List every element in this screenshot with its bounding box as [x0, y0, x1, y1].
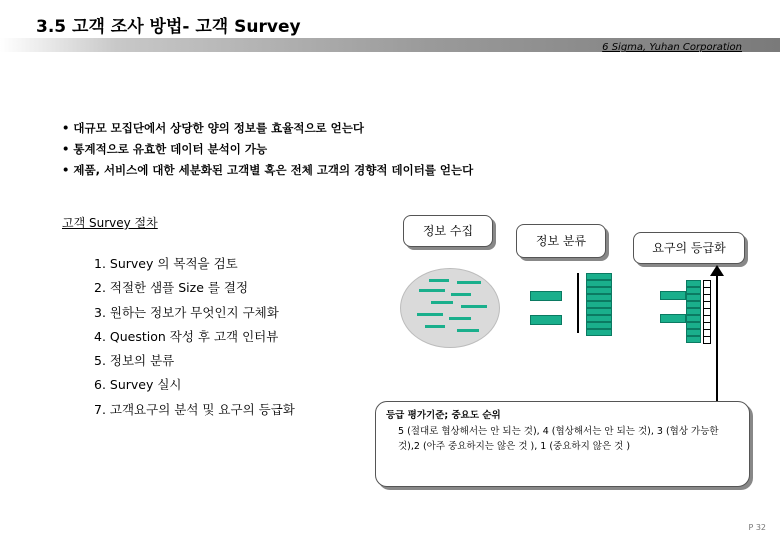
note-heading: 등급 평가기준; 중요도 순위 — [386, 410, 501, 421]
item-box — [586, 301, 612, 308]
prioritize-box: 요구의 등급화 — [633, 232, 745, 264]
company-name: 6 Sigma, Yuhan Corporation — [602, 42, 742, 53]
item-box — [586, 294, 612, 301]
category-box — [530, 291, 562, 301]
bullet-list — [62, 118, 473, 181]
data-dash — [451, 293, 471, 296]
classify-box: 정보 분류 — [516, 224, 606, 258]
category-box — [530, 315, 562, 325]
rating-criteria-note — [375, 401, 750, 487]
item-box — [686, 329, 701, 336]
item-box — [686, 322, 701, 329]
bullet-item: • 제품, 서비스에 대한 세분화된 고객별 혹은 전체 고객의 경향적 데이터를 얻는다 — [62, 163, 474, 177]
rank-square — [703, 336, 711, 344]
procedure-step: 7. 고객요구의 분석 및 요구의 등급화 — [94, 401, 295, 417]
item-box — [686, 287, 701, 294]
procedure-steps — [94, 252, 295, 422]
data-dash — [429, 279, 449, 282]
item-box — [586, 322, 612, 329]
data-dash — [417, 313, 443, 316]
bullet-item: • 통계적으로 유효한 데이터 분석이 가능 — [62, 142, 268, 156]
scattered-data-illustration — [400, 268, 500, 348]
data-dash — [449, 317, 471, 320]
procedure-step: 5. 정보의 분류 — [94, 353, 175, 369]
bullet-item: • 대규모 모집단에서 상당한 양의 정보를 효율적으로 얻는다 — [62, 121, 364, 135]
arrow-shaft — [716, 274, 718, 402]
procedure-label: 고객 Survey 절차 — [62, 216, 158, 230]
procedure-step: 3. 원하는 정보가 무엇인지 구체화 — [94, 304, 279, 320]
item-box — [686, 301, 701, 308]
item-box — [586, 280, 612, 287]
data-dash — [425, 325, 445, 328]
collect-box: 정보 수집 — [403, 215, 493, 247]
data-dash — [419, 289, 445, 292]
category-box — [660, 314, 686, 323]
page-number: P 32 — [748, 523, 766, 532]
item-box — [586, 329, 612, 336]
slide-title: 3.5 고객 조사 방법- 고객 Survey — [36, 17, 301, 37]
data-dash — [457, 281, 481, 284]
procedure-step: 4. Question 작성 후 고객 인터뷰 — [94, 328, 279, 344]
item-box — [686, 280, 701, 287]
procedure-step: 6. Survey 실시 — [94, 377, 182, 393]
item-box — [686, 315, 701, 322]
item-box — [686, 308, 701, 315]
item-box — [586, 315, 612, 322]
note-text: 5 (절대로 협상해서는 안 되는 것), 4 (협상해서는 안 되는 것), 3 (협상 가능한 것),2 (아주 중요하지는 않은 것 ), 1 (중요하지 않은 것 ) — [398, 425, 719, 452]
procedure-step: 1. Survey 의 목적을 검토 — [94, 256, 238, 271]
data-dash — [431, 301, 453, 304]
item-box — [586, 273, 612, 280]
data-dash — [457, 329, 479, 332]
category-box — [660, 291, 686, 300]
item-box — [586, 308, 612, 315]
item-box — [686, 294, 701, 301]
data-dash — [461, 305, 487, 308]
procedure-step: 2. 적절한 샘플 Size 를 결정 — [94, 280, 249, 296]
item-box — [686, 336, 701, 343]
item-box — [586, 287, 612, 294]
